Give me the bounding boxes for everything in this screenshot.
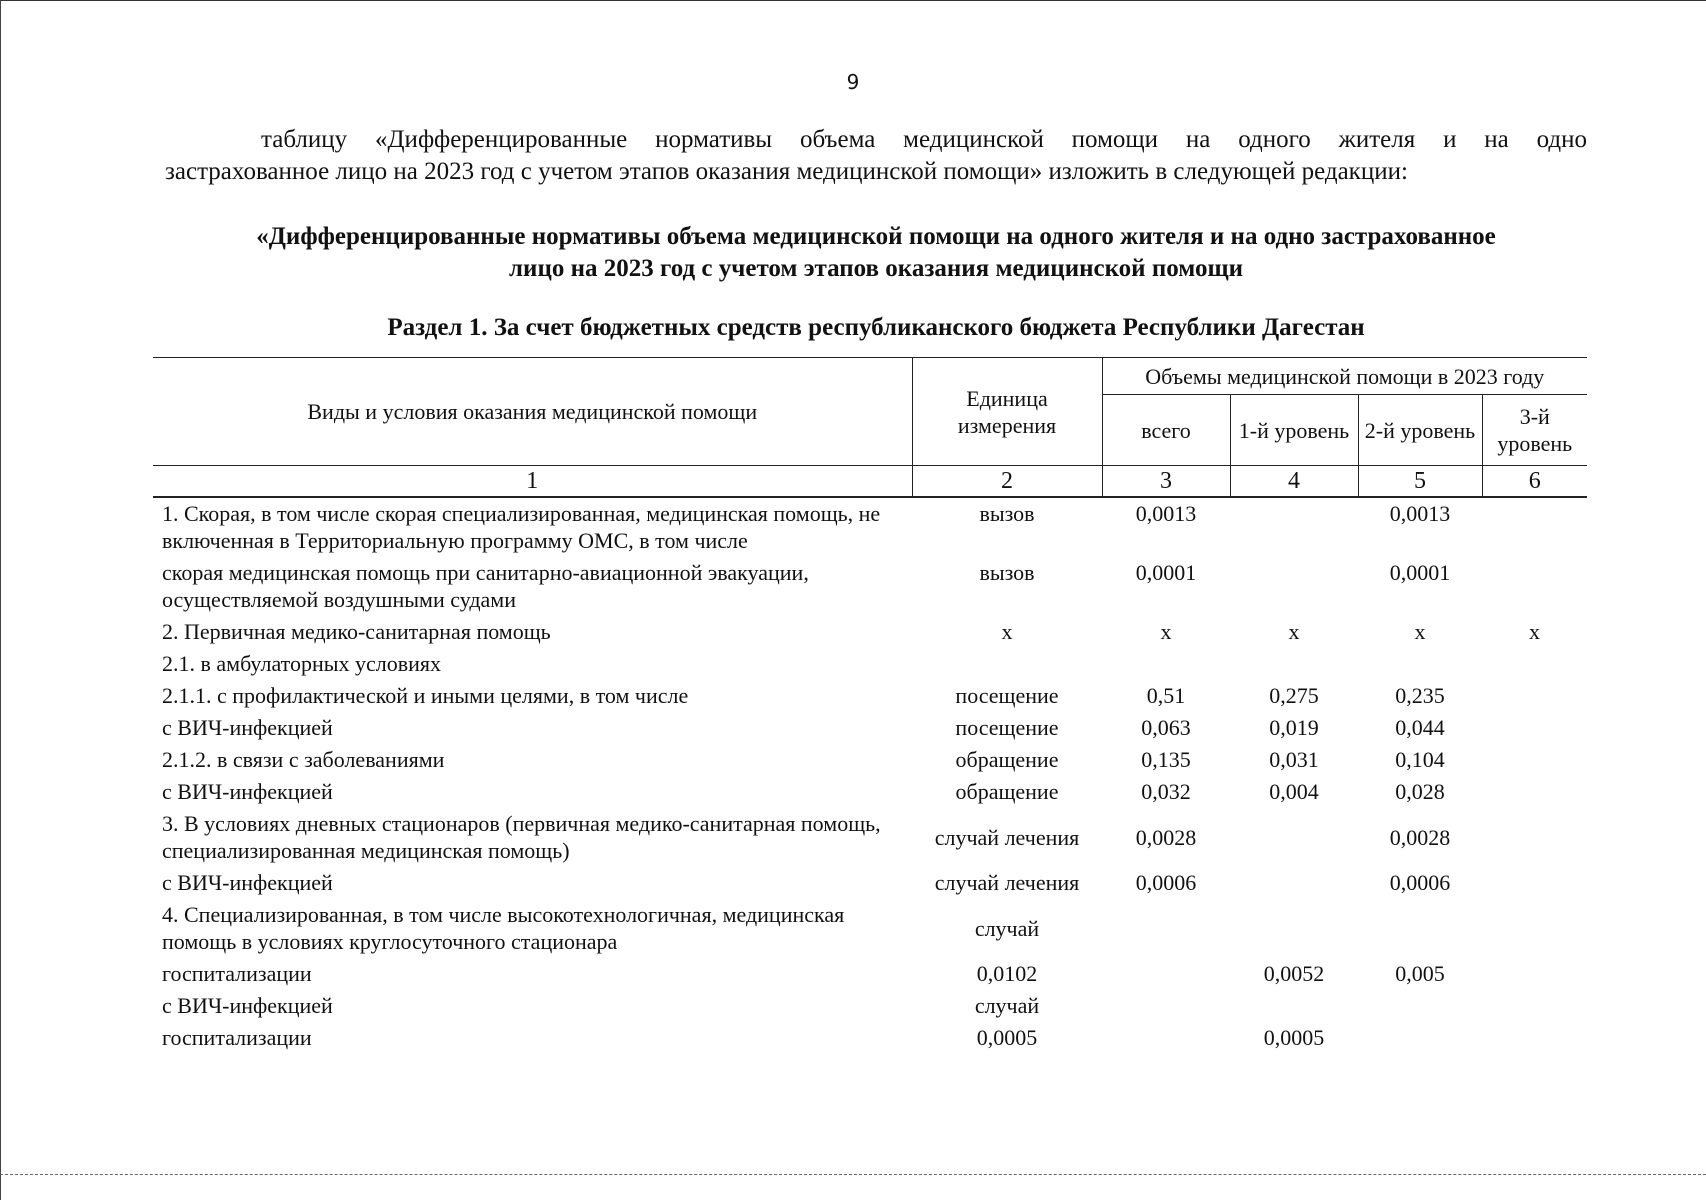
table-row	[153, 497, 1587, 557]
column-number: 2	[912, 466, 1102, 498]
row-level-3	[1482, 497, 1587, 557]
row-unit: 0,0102	[976, 961, 1038, 986]
row-level-2: 0,235	[1395, 683, 1445, 708]
row-level-1: 0,275	[1269, 683, 1319, 708]
row-name: 2.1.1. с профилактической и иными целями, в том числе	[162, 683, 689, 708]
row-level-1: 0,004	[1269, 779, 1319, 804]
row-total	[1102, 648, 1230, 680]
row-unit: случай	[974, 993, 1040, 1018]
column-number: 4	[1230, 466, 1358, 498]
row-level-3	[1482, 776, 1587, 808]
row-level-3	[1482, 990, 1587, 1022]
row-level-2: 0,0006	[1389, 870, 1451, 895]
header-total: всего	[1102, 395, 1230, 466]
row-unit: обращение	[955, 747, 1059, 772]
row-total	[1102, 1022, 1230, 1054]
row-level-1	[1230, 808, 1358, 867]
row-level-3	[1482, 808, 1587, 867]
table-row	[153, 712, 1587, 744]
header-level-2: 2-й уровень	[1358, 395, 1482, 466]
row-total: 0,0013	[1135, 501, 1197, 526]
row-unit: обращение	[955, 779, 1059, 804]
table-row	[153, 744, 1587, 776]
column-numbers-row	[153, 466, 1587, 498]
row-name: 2. Первичная медико-санитарная помощь	[162, 619, 551, 644]
intro-line-1: таблицу «Дифференцированные нормативы объема медицинской помощи на одного жителя и на одно	[261, 126, 1587, 153]
table-row	[153, 990, 1587, 1022]
header-volumes: Объемы медицинской помощи в 2023 году	[1102, 358, 1587, 395]
row-unit: х	[1001, 619, 1013, 644]
row-total	[1102, 990, 1230, 1022]
intro-line-2: застрахованное лицо на 2023 год с учетом этапов оказания медицинской помощи» изложить в следующей редакции:	[165, 158, 1408, 185]
document-title-line-2: лицо на 2023 год с учетом этапов оказания медицинской помощи	[509, 255, 1243, 282]
row-name: 3. В условиях дневных стационаров (первичная медико-санитарная помощь, специализированная медицинская помощь)	[162, 811, 881, 863]
row-level-1: 0,0005	[1263, 1025, 1325, 1050]
row-total	[1102, 899, 1230, 958]
row-level-3: х	[1529, 619, 1541, 644]
header-types: Виды и условия оказания медицинской помощи	[153, 358, 912, 466]
row-total: х	[1160, 619, 1172, 644]
table-row	[153, 1022, 1587, 1054]
row-level-2: х	[1414, 619, 1426, 644]
row-unit: посещение	[955, 715, 1059, 740]
section-title: Раздел 1. За счет бюджетных средств республиканского бюджета Республики Дагестан	[387, 314, 1365, 341]
row-level-3	[1482, 899, 1587, 958]
row-unit: 0,0005	[976, 1025, 1038, 1050]
table-row	[153, 958, 1587, 990]
row-total: 0,0028	[1135, 824, 1197, 850]
row-level-2	[1358, 648, 1482, 680]
row-level-2	[1358, 1022, 1482, 1054]
row-level-3	[1482, 680, 1587, 712]
row-name: с ВИЧ-инфекцией	[162, 715, 333, 740]
column-number: 5	[1358, 466, 1482, 498]
row-unit: случай лечения	[934, 824, 1080, 850]
column-number: 1	[153, 466, 912, 498]
row-level-2: 0,0013	[1389, 501, 1451, 526]
row-total: 0,063	[1141, 715, 1191, 740]
row-unit: вызов	[979, 501, 1035, 526]
table-row	[153, 557, 1587, 616]
table-row	[153, 867, 1587, 899]
row-level-1	[1230, 990, 1358, 1022]
row-name: скорая медицинская помощь при санитарно-авиационной эвакуации, осуществляемой воздушными судами	[162, 560, 809, 612]
row-level-2: 0,044	[1395, 715, 1445, 740]
row-unit: случай	[974, 915, 1040, 941]
scan-top-edge	[0, 0, 1706, 3]
scan-bottom-edge	[0, 1174, 1706, 1175]
row-level-3	[1482, 867, 1587, 899]
row-unit: посещение	[955, 683, 1059, 708]
row-name: 1. Скорая, в том числе скорая специализированная, медицинская помощь, не включенная в Территориальную программу ОМС, в том числе	[162, 501, 881, 553]
table-row	[153, 776, 1587, 808]
row-total: 0,51	[1146, 683, 1186, 708]
document-title	[165, 221, 1587, 285]
header-level-1: 1-й уровень	[1230, 395, 1358, 466]
row-level-2: 0,0001	[1389, 560, 1451, 585]
row-name: 4. Специализированная, в том числе высокотехнологичная, медицинская помощь в условиях круглосуточного стационара	[162, 902, 845, 954]
row-level-3	[1482, 958, 1587, 990]
row-level-2	[1358, 990, 1482, 1022]
row-name: 2.1.2. в связи с заболеваниями	[162, 747, 445, 772]
row-name: госпитализации	[162, 1025, 312, 1050]
row-level-1	[1230, 557, 1358, 616]
table-row	[153, 648, 1587, 680]
row-name: с ВИЧ-инфекцией	[162, 993, 333, 1018]
column-number: 3	[1102, 466, 1230, 498]
table-row	[153, 808, 1587, 867]
row-unit	[912, 648, 1102, 680]
table-row	[153, 616, 1587, 648]
row-level-1	[1230, 899, 1358, 958]
row-name: 2.1. в амбулаторных условиях	[162, 651, 442, 676]
header-level-3: 3-й уровень	[1482, 395, 1587, 466]
header-unit: Единица измерения	[912, 358, 1102, 466]
row-level-2: 0,104	[1395, 747, 1445, 772]
scan-left-edge	[0, 0, 3, 1200]
row-level-3	[1482, 712, 1587, 744]
row-level-3	[1482, 557, 1587, 616]
table-row	[153, 899, 1587, 958]
row-total: 0,0001	[1135, 560, 1197, 585]
row-level-1: 0,019	[1269, 715, 1319, 740]
row-level-2: 0,0028	[1389, 824, 1451, 850]
row-level-1	[1230, 648, 1358, 680]
table-body	[153, 466, 1587, 1055]
row-level-3	[1482, 648, 1587, 680]
row-level-1: 0,031	[1269, 747, 1319, 772]
row-name: госпитализации	[162, 961, 312, 986]
row-total: 0,135	[1141, 747, 1191, 772]
row-total	[1102, 958, 1230, 990]
row-level-2: 0,028	[1395, 779, 1445, 804]
page-number: 9	[846, 70, 860, 94]
column-number: 6	[1482, 466, 1587, 498]
row-level-1: 0,0052	[1263, 961, 1325, 986]
norms-table	[153, 357, 1587, 1054]
row-total: 0,0006	[1135, 870, 1197, 895]
row-total: 0,032	[1141, 779, 1191, 804]
row-level-1	[1230, 497, 1358, 557]
intro-paragraph	[165, 124, 1587, 188]
table-row	[153, 680, 1587, 712]
row-level-3	[1482, 1022, 1587, 1054]
row-level-1: х	[1288, 619, 1300, 644]
row-level-1	[1230, 867, 1358, 899]
row-level-2	[1358, 899, 1482, 958]
row-unit: случай лечения	[934, 870, 1080, 895]
row-level-3	[1482, 744, 1587, 776]
row-level-2: 0,005	[1395, 961, 1445, 986]
document-title-line-1: «Дифференцированные нормативы объема медицинской помощи на одного жителя и на одно застрахованное	[256, 223, 1496, 250]
row-unit: вызов	[979, 560, 1035, 585]
row-name: с ВИЧ-инфекцией	[162, 779, 333, 804]
row-name: с ВИЧ-инфекцией	[162, 870, 333, 895]
